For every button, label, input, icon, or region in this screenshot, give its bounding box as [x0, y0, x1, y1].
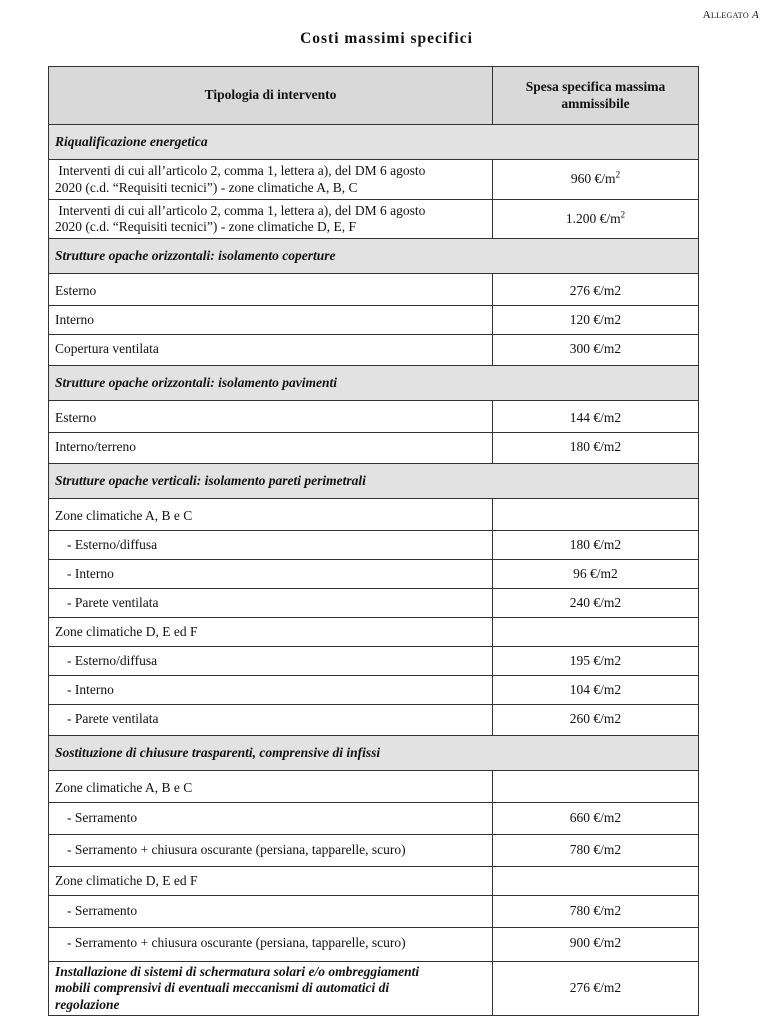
- row-value: [493, 867, 699, 896]
- table-row: [49, 705, 699, 736]
- row-value: 195 €/m2: [493, 647, 699, 676]
- section-row: [49, 736, 699, 771]
- table-row: [49, 618, 699, 647]
- section-title: Strutture opache orizzontali: isolamento coperture: [49, 239, 699, 274]
- table-row: [49, 306, 699, 335]
- section-row: [49, 239, 699, 274]
- table-row: [49, 274, 699, 306]
- table-row: [49, 560, 699, 589]
- row-label: Installazione di sistemi di schermatura solari e/o ombreggiamenti mobili comprensivi di eventuali meccanismi di automatici di regolazione: [49, 962, 493, 1016]
- column-header-type: Tipologia di intervento: [49, 67, 493, 125]
- row-value: 240 €/m2: [493, 589, 699, 618]
- row-value: 780 €/m2: [493, 896, 699, 928]
- row-label: Interno/terreno: [49, 433, 493, 464]
- table-row: [49, 928, 699, 962]
- row-label: - Serramento + chiusura oscurante (persiana, tapparelle, scuro): [49, 928, 493, 962]
- row-label: Interventi di cui all’articolo 2, comma 1, lettera a), del DM 6 agosto 2020 (c.d. “Requisiti tecnici”) - zone climatiche A, B, C: [49, 160, 493, 200]
- row-value: 180 €/m2: [493, 531, 699, 560]
- row-value: 276 €/m2: [493, 962, 699, 1016]
- section-title: Strutture opache verticali: isolamento pareti perimetrali: [49, 464, 699, 499]
- row-value: 276 €/m2: [493, 274, 699, 306]
- section-row: [49, 366, 699, 401]
- table-row: [49, 771, 699, 803]
- section-title: Riqualificazione energetica: [49, 125, 699, 160]
- row-value: 180 €/m2: [493, 433, 699, 464]
- row-value: [493, 618, 699, 647]
- section-title: Sostituzione di chiusure trasparenti, comprensive di infissi: [49, 736, 699, 771]
- table-row: [49, 867, 699, 896]
- row-label: - Parete ventilata: [49, 589, 493, 618]
- row-label: - Serramento: [49, 803, 493, 835]
- row-value: [493, 771, 699, 803]
- row-label: Zone climatiche A, B e C: [49, 499, 493, 531]
- annex-label: Allegato A: [702, 9, 759, 21]
- row-label: - Parete ventilata: [49, 705, 493, 736]
- table-row: [49, 401, 699, 433]
- row-value: 300 €/m2: [493, 335, 699, 366]
- row-label: - Interno: [49, 560, 493, 589]
- row-label: Esterno: [49, 401, 493, 433]
- section-row: [49, 125, 699, 160]
- column-header-max-cost: Spesa specifica massima ammissibile: [493, 67, 699, 125]
- row-label: Interventi di cui all’articolo 2, comma 1, lettera a), del DM 6 agosto 2020 (c.d. “Requisiti tecnici”) - zone climatiche D, E, F: [49, 200, 493, 239]
- page-title: Costi massimi specifici: [300, 30, 473, 47]
- table-row: [49, 962, 699, 1016]
- table-row: [49, 803, 699, 835]
- row-label: - Esterno/diffusa: [49, 531, 493, 560]
- section-row: [49, 464, 699, 499]
- row-value: 1.200 $€/m^2$: [493, 200, 699, 239]
- table-row: [49, 835, 699, 867]
- table-row: [49, 335, 699, 366]
- row-value: [493, 499, 699, 531]
- table-row: [49, 433, 699, 464]
- row-value: 104 €/m2: [493, 676, 699, 705]
- row-label: Interno: [49, 306, 493, 335]
- row-value: 120 €/m2: [493, 306, 699, 335]
- table-row: [49, 200, 699, 239]
- table-row: [49, 531, 699, 560]
- row-label: Zone climatiche A, B e C: [49, 771, 493, 803]
- row-value: 660 €/m2: [493, 803, 699, 835]
- table-row: [49, 589, 699, 618]
- row-label: - Esterno/diffusa: [49, 647, 493, 676]
- table-row: [49, 896, 699, 928]
- row-value: 900 €/m2: [493, 928, 699, 962]
- section-title: Strutture opache orizzontali: isolamento pavimenti: [49, 366, 699, 401]
- row-label: Esterno: [49, 274, 493, 306]
- row-value: 960 $€/m^2$: [493, 160, 699, 200]
- costs-table: [48, 66, 699, 1016]
- row-label: Copertura ventilata: [49, 335, 493, 366]
- table-row: [49, 647, 699, 676]
- table-row: [49, 160, 699, 200]
- row-label: Zone climatiche D, E ed F: [49, 867, 493, 896]
- row-label: - Serramento: [49, 896, 493, 928]
- row-value: 96 €/m2: [493, 560, 699, 589]
- row-value: 144 €/m2: [493, 401, 699, 433]
- row-value: 780 €/m2: [493, 835, 699, 867]
- table-header-row: [49, 67, 699, 125]
- table-row: [49, 499, 699, 531]
- table-row: [49, 676, 699, 705]
- row-label: Zone climatiche D, E ed F: [49, 618, 493, 647]
- row-label: - Serramento + chiusura oscurante (persiana, tapparelle, scuro): [49, 835, 493, 867]
- row-label: - Interno: [49, 676, 493, 705]
- row-value: 260 €/m2: [493, 705, 699, 736]
